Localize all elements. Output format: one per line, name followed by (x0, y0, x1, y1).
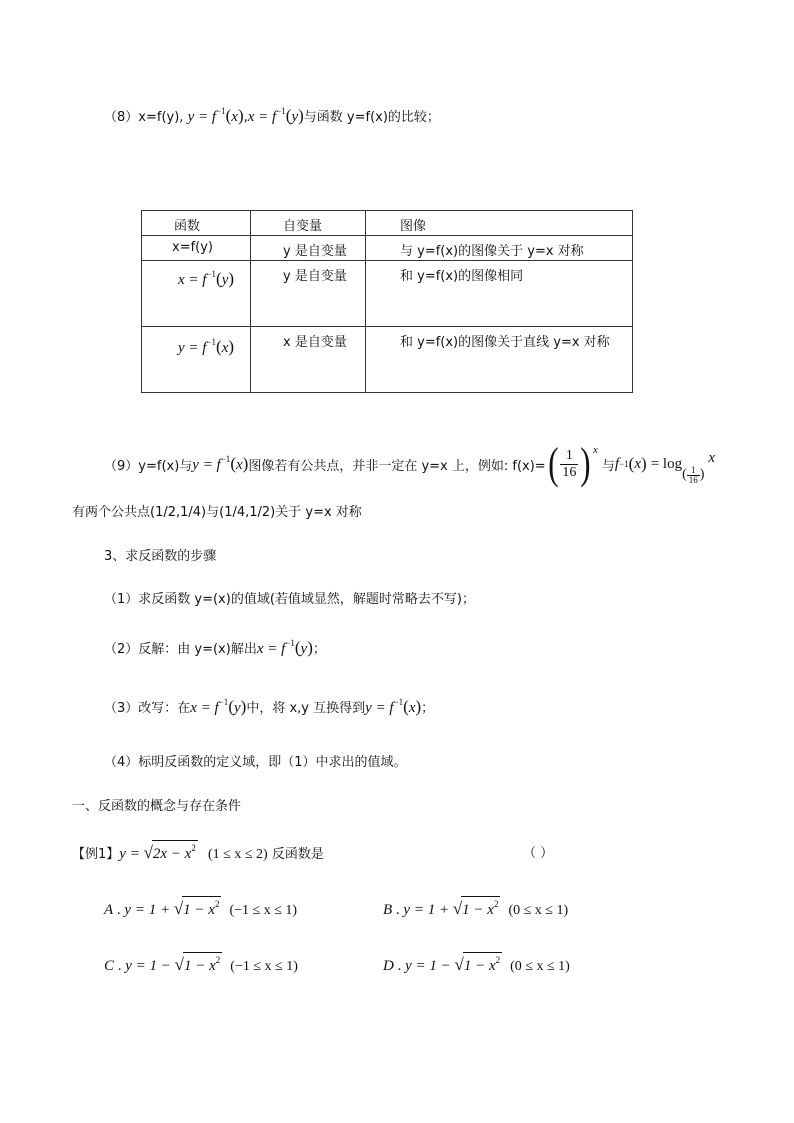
part-1-title: 一、反函数的概念与存在条件 (72, 799, 242, 814)
table-header-graph: 图像 (400, 219, 427, 234)
example-1-question: 【例1】$y = √2x - x^2$ (1 ≤ x ≤ 2) 反函数是 (72, 840, 324, 863)
item-9-second-line: 有两个公共点(1/2,1/4)与(1/4,1/2)关于 y=x 对称 (72, 505, 362, 520)
example-1-formula: $y = √2x - x^2$ (119, 846, 198, 862)
table-row (142, 261, 633, 327)
item-8-formula-2: $x = f^{-1}(y)$ (247, 106, 304, 125)
table-header-function: 函数 (174, 219, 201, 234)
option-c: C . $y = 1 - √1 - x^2$ (−1 ≤ x ≤ 1) (104, 952, 298, 975)
item-9-text-a: y=f(x)与 (138, 458, 193, 474)
table-row (142, 327, 633, 393)
table-cell-function: x=f(y) (172, 240, 213, 255)
comparison-table (141, 210, 633, 393)
example-1-tag: 【例1】 (72, 847, 120, 862)
table-row (142, 236, 633, 261)
table-cell-function: $y = f^{-1}(x)$ (178, 337, 235, 356)
item-9-number: （9） (104, 458, 139, 474)
item-9-text-b: 图像若有公共点，并非一定在 y=x 上，例如: f(x)= (248, 458, 546, 474)
answer-blank: （ ） (523, 846, 554, 861)
item-9-power-expr: ( $\frac{1}{16}$ ) x (547, 439, 598, 488)
example-1-text: 反函数是 (271, 847, 324, 862)
table-cell-variable: x 是自变量 (283, 335, 347, 350)
table-header-row (142, 211, 633, 236)
step-4: （4）标明反函数的定义域，即（1）中求出的值域。 (104, 755, 407, 770)
table-cell-graph: 与 y=f(x)的图像关于 y=x 对称 (400, 244, 584, 259)
option-d: D . $y = 1 - √1 - x^2$ (0 ≤ x ≤ 1) (383, 952, 570, 975)
table-cell-function: $x = f^{-1}(y)$ (178, 269, 235, 288)
item-8-text-a: x=f(y), (138, 110, 184, 125)
item-8-line: （8）x=f(y), $y = f^{-1}(x),x = f^{-1}(y)$与函数 y=f(x)的比较； (104, 106, 440, 125)
option-b: B . $y = 1 + √1 - x^2$ (0 ≤ x ≤ 1) (383, 896, 568, 919)
item-9-formula-1: $y = f^{-1}(x)$ (192, 454, 249, 473)
item-9-text-c: 与 (601, 458, 615, 474)
section-3-title: 3、求反函数的步骤 (104, 549, 217, 564)
option-a: A . $y = 1 + √1 - x^2$ (−1 ≤ x ≤ 1) (104, 896, 297, 919)
item-8-formula-1: $y = f^{-1}(x)$ (187, 106, 244, 125)
item-8-number: （8） (104, 110, 139, 125)
table-cell-graph: 和 y=f(x)的图像关于直线 y=x 对称 (400, 335, 610, 350)
step-3: （3）改写：在$x = f^{-1}(y)$中，将 x,y 互换得到$y = f^{-1}(x)$； (104, 697, 435, 716)
table-header-variable: 自变量 (283, 219, 323, 234)
item-9-formula-2: f −1 ( x ) = log ( $\frac{1}{16}$ ) x (614, 449, 716, 485)
table-cell-variable: y 是自变量 (283, 269, 347, 284)
step-1: （1）求反函数 y=(x)的值域(若值域显然，解题时常略去不写)； (104, 592, 475, 607)
item-8-tail: 与函数 y=f(x)的比较； (303, 110, 440, 125)
item-9-line (104, 440, 715, 488)
table-cell-variable: y 是自变量 (283, 244, 347, 259)
step-2: （2）反解：由 y=(x)解出$x = f^{-1}(y)$； (104, 638, 326, 657)
table-cell-graph: 和 y=f(x)的图像相同 (400, 269, 524, 284)
